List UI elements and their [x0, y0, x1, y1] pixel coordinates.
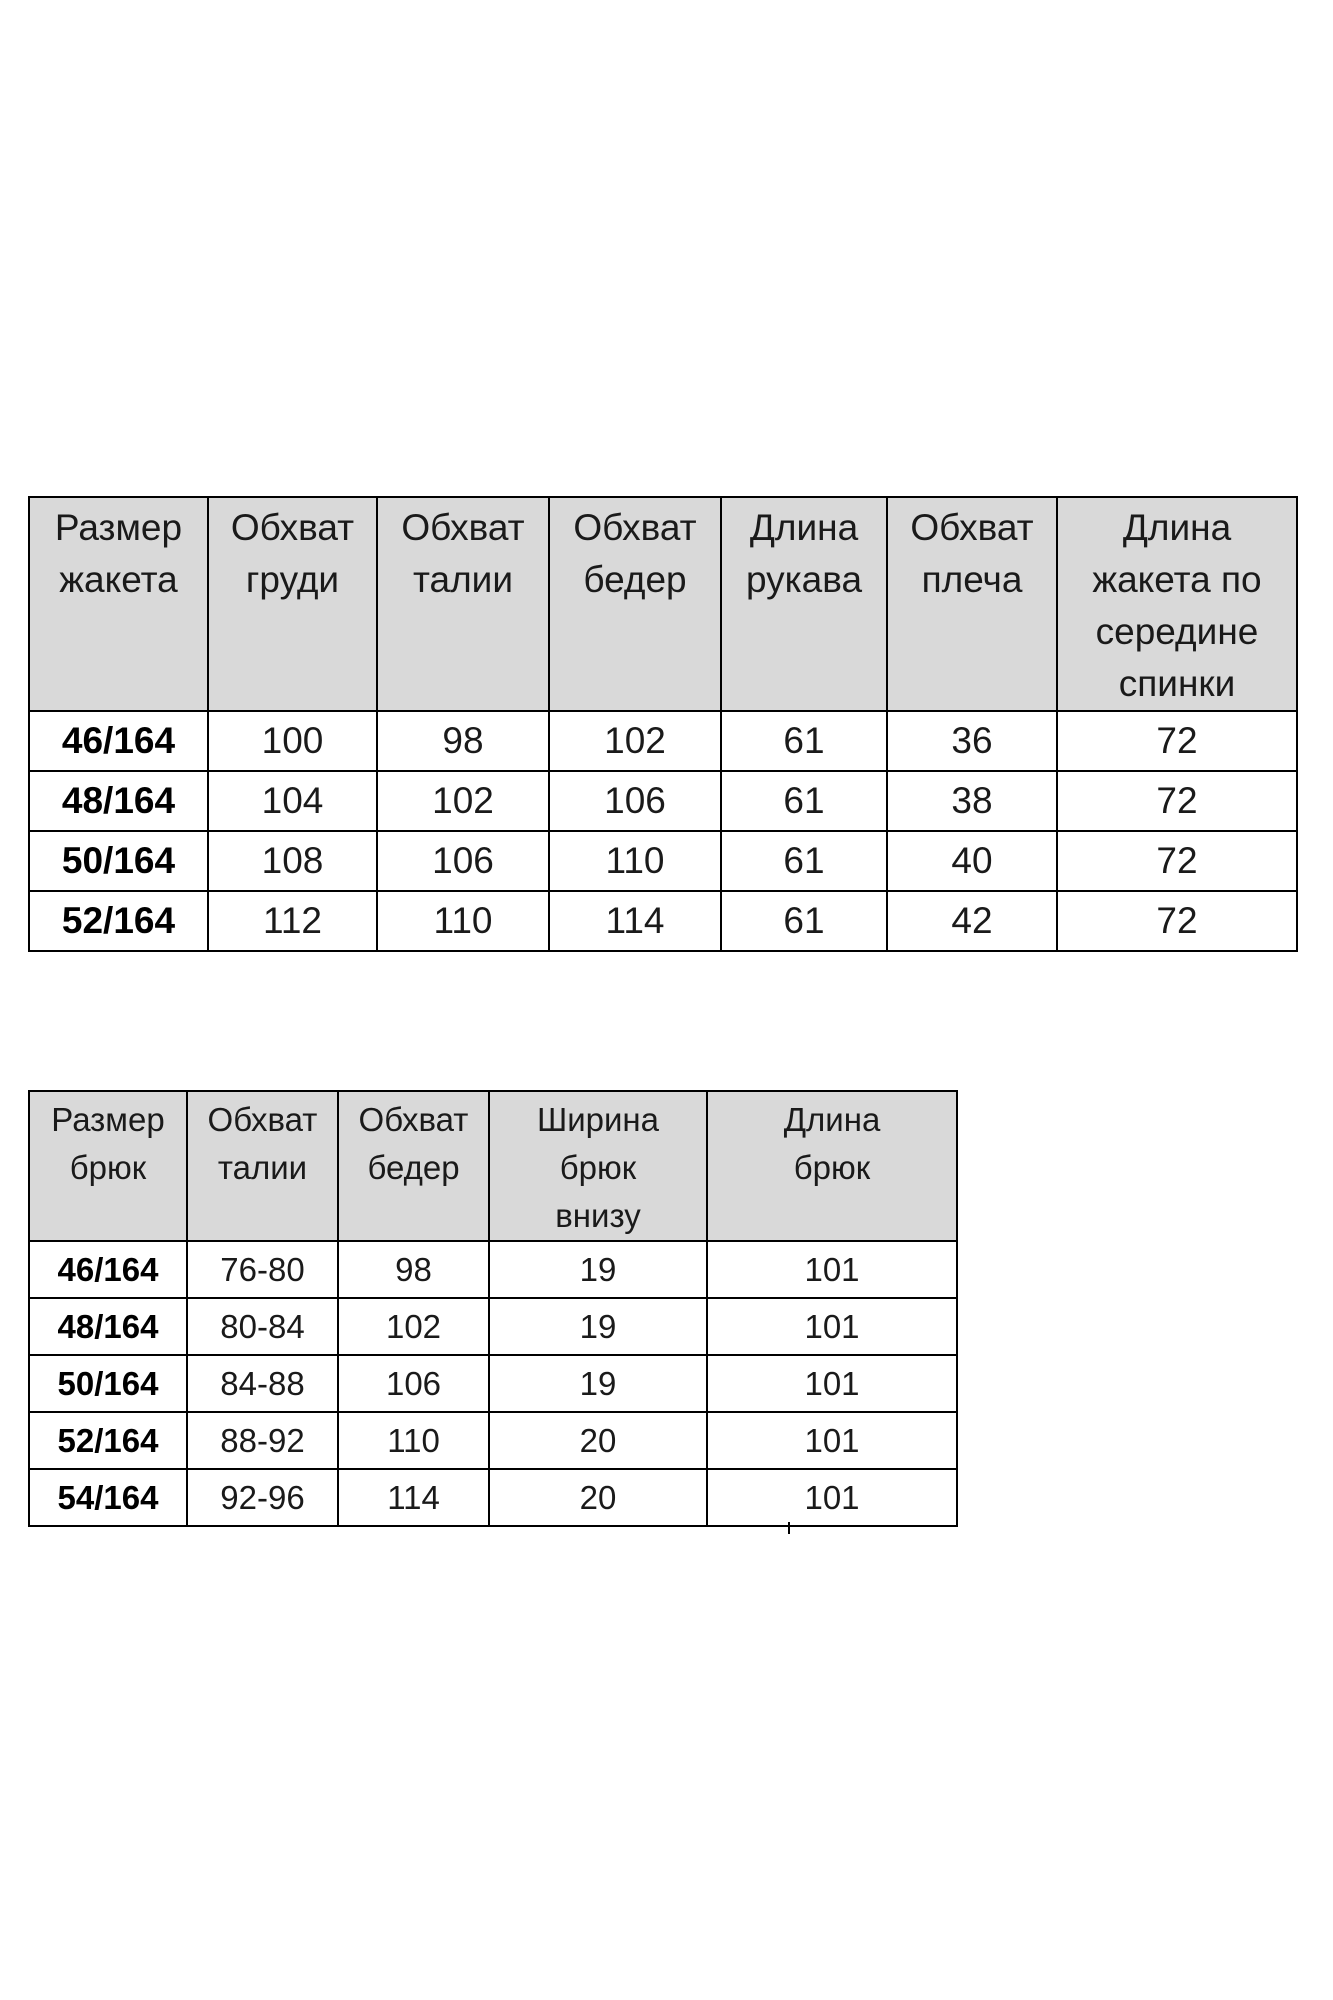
table-cell: 101 — [707, 1241, 957, 1298]
table-cell: 102 — [377, 771, 549, 831]
header-cell-sleeve-length — [721, 497, 887, 711]
table-cell: 42 — [887, 891, 1057, 951]
table-cell: 98 — [338, 1241, 489, 1298]
size-cell: 48/164 — [29, 771, 208, 831]
trousers-size-table — [28, 1090, 958, 1527]
header-cell-hips — [338, 1091, 489, 1241]
header-cell-trousers-size — [29, 1091, 187, 1241]
stray-tick-mark — [788, 1522, 790, 1534]
table-cell: 84-88 — [187, 1355, 338, 1412]
table-cell: 114 — [338, 1469, 489, 1526]
table-row — [29, 1355, 957, 1412]
table-cell: 100 — [208, 711, 377, 771]
header-label: Обхват бедер — [358, 1101, 469, 1186]
table-row — [29, 711, 1297, 771]
header-cell-waist — [377, 497, 549, 711]
header-label: Длина брюк — [783, 1101, 881, 1186]
table-cell: 36 — [887, 711, 1057, 771]
size-cell: 50/164 — [29, 1355, 187, 1412]
header-cell-trousers-length — [707, 1091, 957, 1241]
header-cell-bottom-width — [489, 1091, 707, 1241]
header-label: Длина рукава — [745, 507, 863, 600]
header-label: Обхват груди — [230, 507, 355, 600]
table-cell: 101 — [707, 1355, 957, 1412]
table-cell: 110 — [377, 891, 549, 951]
header-label: Размер брюк — [51, 1101, 165, 1186]
header-label: Размер жакета — [54, 507, 183, 600]
table-row — [29, 1298, 957, 1355]
table-cell: 98 — [377, 711, 549, 771]
header-label: Ширина брюк внизу — [536, 1101, 660, 1234]
table-cell: 102 — [549, 711, 721, 771]
table-cell: 72 — [1057, 711, 1297, 771]
table-cell: 108 — [208, 831, 377, 891]
size-cell: 52/164 — [29, 891, 208, 951]
table-header-row — [29, 1091, 957, 1241]
table-cell: 76-80 — [187, 1241, 338, 1298]
header-label: Длина жакета по середине спинки — [1092, 507, 1262, 704]
header-label: Обхват бедер — [573, 507, 697, 600]
table-cell: 19 — [489, 1241, 707, 1298]
table-cell: 110 — [338, 1412, 489, 1469]
table-cell: 20 — [489, 1469, 707, 1526]
table-cell: 61 — [721, 711, 887, 771]
table-cell: 112 — [208, 891, 377, 951]
table-cell: 80-84 — [187, 1298, 338, 1355]
table-cell: 101 — [707, 1298, 957, 1355]
table-cell: 19 — [489, 1355, 707, 1412]
header-cell-jacket-length — [1057, 497, 1297, 711]
table-cell: 61 — [721, 831, 887, 891]
table-row — [29, 891, 1297, 951]
table-cell: 72 — [1057, 891, 1297, 951]
header-label: Обхват талии — [401, 507, 525, 600]
header-cell-hips — [549, 497, 721, 711]
table-cell: 106 — [338, 1355, 489, 1412]
size-cell: 50/164 — [29, 831, 208, 891]
table-cell: 92-96 — [187, 1469, 338, 1526]
table-cell: 104 — [208, 771, 377, 831]
table-cell: 72 — [1057, 831, 1297, 891]
table-row — [29, 771, 1297, 831]
table-cell: 38 — [887, 771, 1057, 831]
table-cell: 102 — [338, 1298, 489, 1355]
table-cell: 20 — [489, 1412, 707, 1469]
size-cell: 52/164 — [29, 1412, 187, 1469]
header-label: Обхват талии — [207, 1101, 318, 1186]
table-row — [29, 831, 1297, 891]
size-cell: 54/164 — [29, 1469, 187, 1526]
table-cell: 110 — [549, 831, 721, 891]
header-cell-waist — [187, 1091, 338, 1241]
table-row — [29, 1412, 957, 1469]
table-cell: 40 — [887, 831, 1057, 891]
size-cell: 48/164 — [29, 1298, 187, 1355]
table-row — [29, 1241, 957, 1298]
size-cell: 46/164 — [29, 711, 208, 771]
table-cell: 61 — [721, 891, 887, 951]
table-cell: 88-92 — [187, 1412, 338, 1469]
table-cell: 106 — [549, 771, 721, 831]
table-cell: 61 — [721, 771, 887, 831]
header-cell-jacket-size — [29, 497, 208, 711]
table-cell: 114 — [549, 891, 721, 951]
header-label: Обхват плеча — [910, 507, 1034, 600]
table-row — [29, 1469, 957, 1526]
table-cell: 101 — [707, 1469, 957, 1526]
header-cell-shoulder — [887, 497, 1057, 711]
table-cell: 19 — [489, 1298, 707, 1355]
table-cell: 106 — [377, 831, 549, 891]
size-cell: 46/164 — [29, 1241, 187, 1298]
table-header-row — [29, 497, 1297, 711]
jacket-size-table — [28, 496, 1298, 952]
header-cell-chest — [208, 497, 377, 711]
table-cell: 72 — [1057, 771, 1297, 831]
table-cell: 101 — [707, 1412, 957, 1469]
